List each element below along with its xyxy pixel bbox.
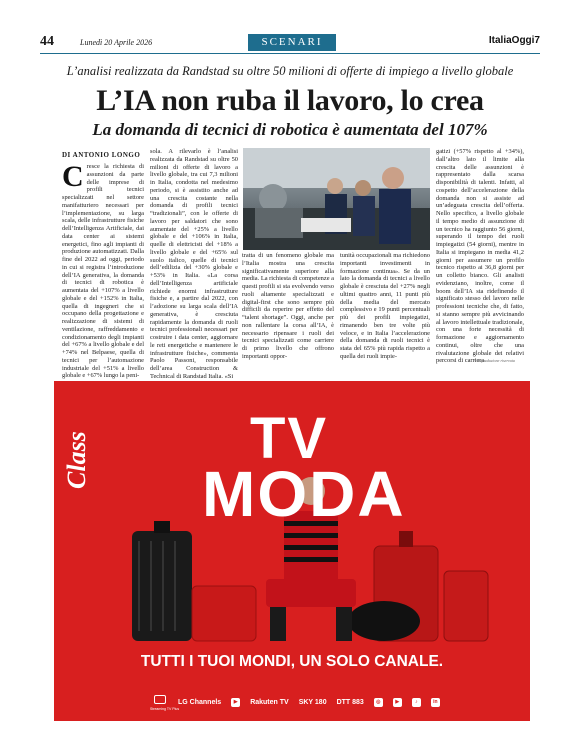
- channel-list: [178, 695, 508, 709]
- article-byline: DI ANTONIO LONGO: [62, 151, 141, 159]
- ad-tagline: TUTTI I TUOI MONDI, UN SOLO CANALE.: [140, 653, 444, 670]
- article-photo: [243, 148, 430, 250]
- class-tv-moda-advertisement: [54, 381, 530, 721]
- channel-rakuten: Rakuten TV: [250, 698, 289, 706]
- ad-title-tv: TV: [250, 406, 329, 471]
- article-subhead: La domanda di tecnici di robotica è aumentata del 107%: [92, 120, 488, 139]
- article-headline: L’IA non ruba il lavoro, lo crea: [96, 84, 484, 117]
- article-column-3: tratta di un fenomeno globale ma l’Italia mostra una crescita significativamente superiore alla media. La richiesta di competenze a questi profili si sta evolvendo verso ruoli altamente specializzati e digital-first che sono sempre più difficili da reperire per effetto del “talent shortage”. Oggi, anche per non rallentare la corsa all’IA, è necessario ripensare i ruoli dei tecnici specializzati come carriere di primo livello che offrono importanti oppor-: [242, 252, 334, 360]
- tiktok-icon: ♪: [412, 698, 421, 707]
- article-column-2: sola. A rilevarlo è l’analisi realizzata da Randstad su oltre 50 milioni di offerte di lavoro a livello globale, tra cui 7,3 milioni in Italia, condotta nel medesimo periodo, si è assistito anche ad una crescita costante nella domanda di profili tecnici “tradizionali”, con le offerte di lavoro per saldatori che sono aumentate del +25% a livello globale e del +106% in Italia, quelle di elettricisti del +18% a livello globale e del +65% sul suolo italico, quelle di tecnici dell’edilizia del +30% globale e +53% in Italia. «La corsa dell’Intelligenza artificiale richiede enormi infrastrutture fisiche e, a partire dal 2022, con l’adozione su larga scala dell’IA generativa, è cresciuta rapidamente la domanda di ruoli tecnici professionali necessari per costruire i data center, aggiornare le reti energetiche e mantenere le infrastrutture fisiche», commenta Paolo Passoni, responsabile dell’area Construction & Technical di Randstad Italia. «Si: [150, 148, 238, 380]
- page-header: [40, 34, 540, 52]
- drop-cap: C: [62, 160, 84, 193]
- section-tab: SCENARI: [248, 34, 336, 51]
- article-column-5: gatizi (+57% rispetto al +34%), dall’altro lato il limite alla crescita delle assunzioni è rappresentato dalla scarsa disponibilità di talenti. Infatti, al cospetto dell’accelerazione della domanda non si assiste ad un’adeguata crescita dell’offerta. Nello specifico, a livello globale il tempo medio di assunzione di un tecnico ha raggiunto 56 giorni, superando il tempo dei ruoli impiegatizi (54 giorni), mentre in Italia si impiegano in media 41,2 giorni per assumere un profilo tecnico rispetto ai 36,8 giorni per un colletto bianco. Gli analisti evidenziano, inoltre, come il boom dell’IA sta ridefinendo il significato stesso del lavoro nelle professioni tecniche che, di fatto, si stanno sempre più avvicinando al lavoro intellettuale tradizionale, con una forte necessità di formazione e aggiornamento continui, oltre che una rivalutazione globale dei relativi percorsi di carriera.: [436, 148, 524, 365]
- channel-dtt: DTT 883: [336, 698, 364, 706]
- article-kicker: L’analisi realizzata da Randstad su oltre 50 milioni di offerte di impiego a livello globale: [66, 64, 514, 78]
- instagram-icon: ◎: [374, 698, 383, 707]
- channel-sky: SKY 180: [298, 698, 327, 706]
- robotics-workers-photo: [243, 148, 430, 250]
- article-column-4: tunità occupazionali ma richiedono importanti investimenti in formazione continua». Se da un lato la domanda di tecnici a livello globale è cresciuta del +27% negli ultimi quattro anni, 11 punti più della media del mercato complessivo e 19 punti percentuali più dei profili impiegatizi, rimanendo ben tre volte più veloce, e in Italia l’accelerazione della domanda di ruoli tecnici è stata del 65% più rapida rispetto a quella dei ruoli impie-: [340, 252, 430, 360]
- class-logo: Class: [62, 431, 91, 489]
- youtube-icon: ▶: [393, 698, 402, 707]
- copyright-note: © Riproduzione riservata: [474, 358, 515, 363]
- column-1-text: resce la richiesta di assunzioni da parte delle imprese di profili tecnici specializzati nel settore manifatturiero necessari per l’implementazione, su larga scala, delle infrastrutture fisiche dell’Intelligenza Artificiale, dai data center ai sistemi energetici, fino agli impianti di produzione automatizzati. Dalla fine del 2022 ad oggi, periodo in cui si registra l’introduzione dell’IA generativa, la domanda di tecnici di robotica è aumentata del +107% a livello globale e del +152% in Italia, quella di ingegneri che si occupano della progettazione e realizzazione di sistemi di ventilazione, raffreddamento e condizionamento degli impianti del +67% a livello globale e del +74% nel Belpaese, quella di tecnici per l’automazione industriale del +51% a livello globale e +67% lungo la peni-: [62, 163, 144, 380]
- tv-label: Streaming TV Plus: [150, 707, 180, 711]
- article-column-1: [62, 160, 144, 380]
- issue-date: Lunedì 20 Aprile 2026: [80, 38, 153, 47]
- linkedin-icon: in: [431, 698, 440, 707]
- brand-logo: ItaliaOggi7: [488, 35, 540, 46]
- tv-icon: [154, 695, 166, 704]
- channel-lg: LG Channels: [178, 698, 222, 706]
- header-rule: [40, 53, 540, 54]
- page-number: 44: [40, 34, 54, 49]
- play-icon: ▶: [231, 698, 240, 707]
- ad-title-moda: MODA: [202, 458, 406, 530]
